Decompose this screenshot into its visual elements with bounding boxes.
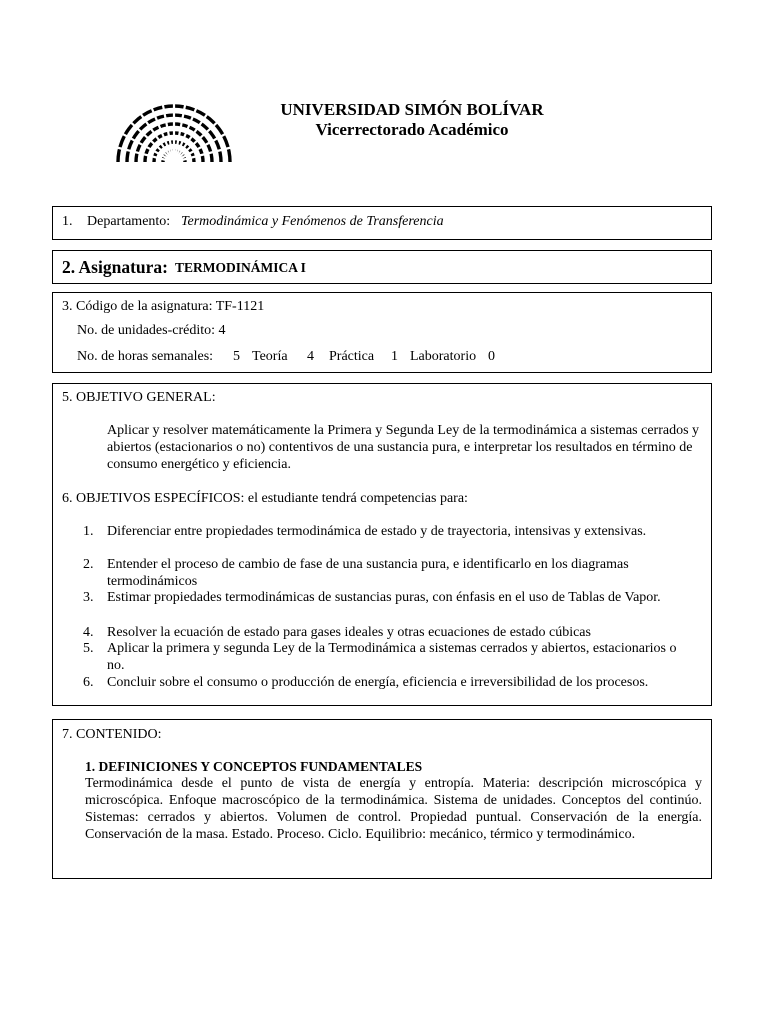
weekly-hours-total: 5 (233, 349, 240, 364)
section-title: 1. DEFINICIONES Y CONCEPTOS FUNDAMENTALES (85, 759, 423, 774)
content-box (52, 719, 712, 879)
list-item-number: 5. (83, 641, 94, 656)
department-number: 1. (62, 214, 73, 229)
theory-hours: 4 (307, 349, 314, 364)
general-objective-text: Aplicar y resolver matemáticamente la Primera y Segunda Ley de la termodinámica a sistemas cerrados y abiertos (estacionarios o no) contentivos de una sustancia pura, e interpretar los resultados en término de consumo energético y eficiencia. (107, 423, 700, 472)
practice-hours: 1 (391, 349, 398, 364)
lab-hours: 0 (488, 349, 495, 364)
theory-label: Teoría (252, 349, 288, 364)
department-box (52, 206, 712, 240)
list-item-number: 6. (83, 675, 94, 690)
department-label: Departamento: (87, 214, 171, 229)
course-label: 2. Asignatura: (62, 257, 168, 277)
list-item-text: Estimar propiedades termodinámicas de sustancias puras, con énfasis en el uso de Tablas de Vapor. (107, 590, 661, 605)
list-item-number: 4. (83, 625, 94, 640)
list-item-number: 1. (83, 524, 94, 539)
list-item-text: Diferenciar entre propiedades termodinámica de estado y de trayectoria, intensivas y extensivas. (107, 524, 647, 539)
university-name: UNIVERSIDAD SIMÓN BOLÍVAR (280, 100, 544, 119)
list-item-text: Concluir sobre el consumo o producción de energía, eficiencia e irreversibilidad de los procesos. (107, 675, 649, 690)
department-value: Termodinámica y Fenómenos de Transferencia (181, 214, 444, 229)
content-title: 7. CONTENIDO: (62, 727, 162, 742)
practice-label: Práctica (329, 349, 375, 364)
course-box (52, 250, 712, 284)
list-item-number: 3. (83, 590, 94, 605)
list-item-text: Aplicar la primera y segunda Ley de la Termodinámica a sistemas cerrados y abiertos, estacionarios o no. (107, 641, 677, 673)
list-item-text: Entender el proceso de cambio de fase de una sustancia pura, e identificarlo en los diagramas termodinámicos (107, 557, 629, 589)
objectives-box (52, 383, 712, 706)
list-item-number: 2. (83, 557, 94, 572)
section-text: Termodinámica desde el punto de vista de energía y entropía. Materia: descripción microscópica y microscópica. Enfoque macroscópico de la termodinámica. Sistema de unidades. Conceptos del continúo. Sistemas: cerrados y abiertos. Volumen de control. Propiedad puntual. Conservación de la energía. Conservación de la masa. Estado. Proceso. Ciclo. Equilibrio: mecánico, térmico y termodinámico. (85, 776, 702, 842)
weekly-hours-label: No. de horas semanales: (77, 349, 214, 364)
lab-label: Laboratorio (410, 349, 477, 364)
credit-units: No. de unidades-crédito: 4 (77, 323, 226, 338)
office-name: Vicerrectorado Académico (315, 120, 509, 139)
specific-objectives-title: 6. OBJETIVOS ESPECÍFICOS: el estudiante tendrá competencias para: (62, 491, 468, 506)
course-value: TERMODINÁMICA I (175, 260, 306, 275)
course-info-box (52, 292, 712, 373)
list-item-text: Resolver la ecuación de estado para gases ideales y otras ecuaciones de estado cúbicas (107, 625, 591, 640)
general-objective-title: 5. OBJETIVO GENERAL: (62, 390, 216, 405)
course-code: 3. Código de la asignatura: TF-1121 (62, 299, 265, 314)
